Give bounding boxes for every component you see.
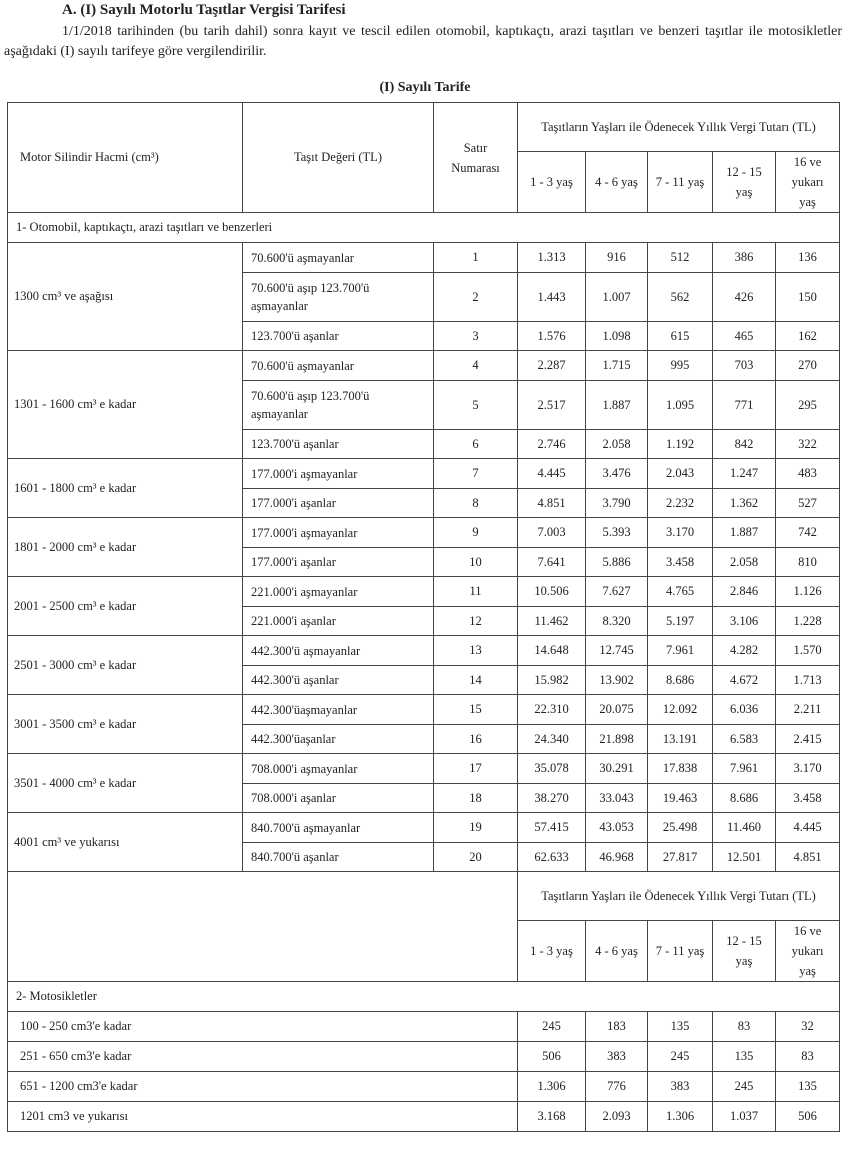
tax-amount-cell: 135 [776,1072,840,1102]
tax-amount-cell: 1.576 [518,322,586,351]
tax-amount-cell: 742 [776,518,840,548]
vehicle-value-cell: 123.700'ü aşanlar [243,430,434,459]
tax-amount-cell: 527 [776,489,840,518]
tax-amount-cell: 27.817 [648,843,713,872]
tax-amount-cell: 2.287 [518,351,586,381]
tax-amount-cell: 3.790 [586,489,648,518]
tax-amount-cell: 3.170 [776,754,840,784]
tax-amount-cell: 703 [713,351,776,381]
tax-amount-cell: 135 [648,1012,713,1042]
row-number-cell: 15 [434,695,518,725]
tax-amount-cell: 1.228 [776,607,840,636]
engine-capacity-cell: 3001 - 3500 cm³ e kadar [8,695,243,754]
tax-amount-cell: 245 [648,1042,713,1072]
table-row [8,813,840,843]
table-row [8,636,840,666]
row-number-cell: 17 [434,754,518,784]
row-number-cell: 6 [434,430,518,459]
tax-amount-cell: 11.460 [713,813,776,843]
tax-amount-cell: 2.415 [776,725,840,754]
tax-amount-cell: 506 [518,1042,586,1072]
tax-amount-cell: 2.058 [586,430,648,459]
header-age: 4 - 6 yaş [586,921,648,982]
engine-capacity-cell: 3501 - 4000 cm³ e kadar [8,754,243,813]
tax-amount-cell: 386 [713,243,776,273]
tax-tariff-table [7,102,840,1132]
tax-amount-cell: 1.362 [713,489,776,518]
tax-amount-cell: 1.306 [518,1072,586,1102]
tax-amount-cell: 1.037 [713,1102,776,1132]
tax-amount-cell: 8.686 [713,784,776,813]
tax-amount-cell: 2.058 [713,548,776,577]
tax-amount-cell: 1.443 [518,273,586,322]
row-number-cell: 19 [434,813,518,843]
header-row [8,103,840,152]
header-vehicle-value: Taşıt Değeri (TL) [243,103,434,213]
tax-amount-cell: 38.270 [518,784,586,813]
tax-amount-cell: 483 [776,459,840,489]
tax-amount-cell: 10.506 [518,577,586,607]
tax-amount-cell: 383 [586,1042,648,1072]
tax-amount-cell: 3.170 [648,518,713,548]
section-title-motorcycles: 2- Motosikletler [8,982,840,1012]
engine-capacity-cell: 2501 - 3000 cm³ e kadar [8,636,243,695]
tax-amount-cell: 2.211 [776,695,840,725]
engine-capacity-cell: 1801 - 2000 cm³ e kadar [8,518,243,577]
tax-amount-cell: 83 [713,1012,776,1042]
tax-amount-cell: 916 [586,243,648,273]
tax-amount-cell: 7.961 [713,754,776,784]
tax-amount-cell: 25.498 [648,813,713,843]
tax-amount-cell: 7.961 [648,636,713,666]
section-row [8,982,840,1012]
row-number-cell: 5 [434,381,518,430]
table-row [8,518,840,548]
tax-amount-cell: 4.445 [518,459,586,489]
tax-amount-cell: 1.306 [648,1102,713,1132]
header-age: 12 - 15 yaş [713,921,776,982]
row-number-cell: 12 [434,607,518,636]
vehicle-value-cell: 177.000'i aşanlar [243,548,434,577]
tax-amount-cell: 6.583 [713,725,776,754]
engine-capacity-cell: 2001 - 2500 cm³ e kadar [8,577,243,636]
tax-amount-cell: 8.320 [586,607,648,636]
row-number-cell: 11 [434,577,518,607]
vehicle-value-cell: 840.700'ü aşanlar [243,843,434,872]
table-caption: (I) Sayılı Tarife [379,80,471,95]
tax-amount-cell: 22.310 [518,695,586,725]
tax-amount-cell: 19.463 [648,784,713,813]
header-row [8,872,840,921]
tax-amount-cell: 1.247 [713,459,776,489]
tax-amount-cell: 12.092 [648,695,713,725]
row-number-cell: 4 [434,351,518,381]
vehicle-value-cell: 708.000'i aşanlar [243,784,434,813]
header-age: 7 - 11 yaş [648,921,713,982]
tax-amount-cell: 4.851 [776,843,840,872]
tax-amount-cell: 6.036 [713,695,776,725]
tax-amount-cell: 465 [713,322,776,351]
tax-amount-cell: 1.887 [713,518,776,548]
tax-amount-cell: 15.982 [518,666,586,695]
tax-amount-cell: 46.968 [586,843,648,872]
header-age: 16 ve yukarı yaş [776,921,840,982]
row-number-cell: 7 [434,459,518,489]
intro-paragraph: 1/1/2018 tarihinden (bu tarih dahil) sonra kayıt ve tescil edilen otomobil, kaptıkaçtı, arazi taşıtları ve benzeri taşıtlar ile motosikletler aşağıdaki (I) sayılı tarifeye göre vergilendirilir. [4,24,842,59]
tax-amount-cell: 135 [713,1042,776,1072]
header-engine-capacity: Motor Silindir Hacmi (cm³) [8,103,243,213]
tax-amount-cell: 30.291 [586,754,648,784]
tax-amount-cell: 13.191 [648,725,713,754]
tax-amount-cell: 1.887 [586,381,648,430]
table-row [8,1072,840,1102]
tax-amount-cell: 62.633 [518,843,586,872]
tax-amount-cell: 5.886 [586,548,648,577]
tax-amount-cell: 2.846 [713,577,776,607]
tax-amount-cell: 4.445 [776,813,840,843]
tax-amount-cell: 2.746 [518,430,586,459]
motorcycle-engine-cell: 100 - 250 cm3'e kadar [8,1012,518,1042]
tax-amount-cell: 270 [776,351,840,381]
tax-amount-cell: 776 [586,1072,648,1102]
vehicle-value-cell: 70.600'ü aşmayanlar [243,351,434,381]
engine-capacity-cell: 1301 - 1600 cm³ e kadar [8,351,243,459]
tax-amount-cell: 562 [648,273,713,322]
row-number-cell: 8 [434,489,518,518]
row-number-cell: 1 [434,243,518,273]
tax-amount-cell: 57.415 [518,813,586,843]
tax-amount-cell: 1.126 [776,577,840,607]
vehicle-value-cell: 840.700'ü aşmayanlar [243,813,434,843]
tax-amount-cell: 162 [776,322,840,351]
tax-amount-cell: 32 [776,1012,840,1042]
header-tax-amount-group: Taşıtların Yaşları ile Ödenecek Yıllık Vergi Tutarı (TL) [518,872,840,921]
tax-amount-cell: 150 [776,273,840,322]
row-number-cell: 3 [434,322,518,351]
table-row [8,695,840,725]
tax-amount-cell: 4.765 [648,577,713,607]
vehicle-value-cell: 442.300'üaşanlar [243,725,434,754]
vehicle-value-cell: 221.000'i aşmayanlar [243,577,434,607]
table-row [8,243,840,273]
tax-amount-cell: 83 [776,1042,840,1072]
header-age: 1 - 3 yaş [518,152,586,213]
tax-amount-cell: 1.713 [776,666,840,695]
motorcycle-engine-cell: 651 - 1200 cm3'e kadar [8,1072,518,1102]
engine-capacity-cell: 4001 cm³ ve yukarısı [8,813,243,872]
tax-amount-cell: 20.075 [586,695,648,725]
row-number-cell: 20 [434,843,518,872]
tax-amount-cell: 3.458 [776,784,840,813]
tax-amount-cell: 771 [713,381,776,430]
row-number-cell: 2 [434,273,518,322]
tax-amount-cell: 136 [776,243,840,273]
tax-amount-cell: 3.168 [518,1102,586,1132]
tax-amount-cell: 426 [713,273,776,322]
document-heading: A. (I) Sayılı Motorlu Taşıtlar Vergisi Tarifesi [62,2,346,18]
tax-amount-cell: 383 [648,1072,713,1102]
tax-amount-cell: 245 [518,1012,586,1042]
tax-amount-cell: 43.053 [586,813,648,843]
tax-amount-cell: 1.570 [776,636,840,666]
tax-amount-cell: 245 [713,1072,776,1102]
vehicle-value-cell: 442.300'üaşmayanlar [243,695,434,725]
tax-amount-cell: 842 [713,430,776,459]
tax-amount-cell: 11.462 [518,607,586,636]
header-age: 12 - 15 yaş [713,152,776,213]
tax-amount-cell: 183 [586,1012,648,1042]
tax-amount-cell: 33.043 [586,784,648,813]
blank-header-cell [8,872,518,982]
tax-amount-cell: 1.098 [586,322,648,351]
vehicle-value-cell: 442.300'ü aşmayanlar [243,636,434,666]
vehicle-value-cell: 70.600'ü aşmayanlar [243,243,434,273]
tax-amount-cell: 7.627 [586,577,648,607]
motorcycle-engine-cell: 251 - 650 cm3'e kadar [8,1042,518,1072]
tax-amount-cell: 4.851 [518,489,586,518]
tax-amount-cell: 13.902 [586,666,648,695]
tax-amount-cell: 2.232 [648,489,713,518]
tax-amount-cell: 615 [648,322,713,351]
tax-amount-cell: 1.007 [586,273,648,322]
tax-amount-cell: 14.648 [518,636,586,666]
tax-amount-cell: 5.393 [586,518,648,548]
tax-amount-cell: 1.095 [648,381,713,430]
header-age: 1 - 3 yaş [518,921,586,982]
vehicle-value-cell: 70.600'ü aşıp 123.700'ü aşmayanlar [243,381,434,430]
table-body [8,103,840,1132]
tax-amount-cell: 1.715 [586,351,648,381]
section-row [8,213,840,243]
tax-amount-cell: 995 [648,351,713,381]
table-row [8,1102,840,1132]
tax-amount-cell: 4.672 [713,666,776,695]
tax-amount-cell: 17.838 [648,754,713,784]
row-number-cell: 18 [434,784,518,813]
table-row [8,1012,840,1042]
table-row [8,459,840,489]
tax-amount-cell: 3.106 [713,607,776,636]
tax-amount-cell: 810 [776,548,840,577]
row-number-cell: 10 [434,548,518,577]
section-title-cars: 1- Otomobil, kaptıkaçtı, arazi taşıtları ve benzerleri [8,213,840,243]
row-number-cell: 16 [434,725,518,754]
vehicle-value-cell: 123.700'ü aşanlar [243,322,434,351]
tax-amount-cell: 1.313 [518,243,586,273]
tax-amount-cell: 295 [776,381,840,430]
row-number-cell: 13 [434,636,518,666]
tax-amount-cell: 3.476 [586,459,648,489]
table-row [8,577,840,607]
vehicle-value-cell: 177.000'i aşanlar [243,489,434,518]
row-number-cell: 14 [434,666,518,695]
tax-amount-cell: 12.745 [586,636,648,666]
header-age: 16 ve yukarı yaş [776,152,840,213]
header-age: 4 - 6 yaş [586,152,648,213]
tax-amount-cell: 7.641 [518,548,586,577]
tax-amount-cell: 5.197 [648,607,713,636]
tax-amount-cell: 322 [776,430,840,459]
tax-amount-cell: 12.501 [713,843,776,872]
tax-amount-cell: 2.517 [518,381,586,430]
table-row [8,1042,840,1072]
vehicle-value-cell: 70.600'ü aşıp 123.700'ü aşmayanlar [243,273,434,322]
tax-amount-cell: 24.340 [518,725,586,754]
tax-amount-cell: 1.192 [648,430,713,459]
header-age: 7 - 11 yaş [648,152,713,213]
vehicle-value-cell: 221.000'i aşanlar [243,607,434,636]
motorcycle-engine-cell: 1201 cm3 ve yukarısı [8,1102,518,1132]
table-row [8,754,840,784]
vehicle-value-cell: 708.000'i aşmayanlar [243,754,434,784]
vehicle-value-cell: 177.000'i aşmayanlar [243,518,434,548]
tax-amount-cell: 7.003 [518,518,586,548]
tax-amount-cell: 4.282 [713,636,776,666]
header-row-number: Satır Numarası [434,103,518,213]
tax-amount-cell: 512 [648,243,713,273]
tax-amount-cell: 2.093 [586,1102,648,1132]
engine-capacity-cell: 1601 - 1800 cm³ e kadar [8,459,243,518]
table-row [8,351,840,381]
engine-capacity-cell: 1300 cm³ ve aşağısı [8,243,243,351]
vehicle-value-cell: 442.300'ü aşanlar [243,666,434,695]
header-tax-amount-group: Taşıtların Yaşları ile Ödenecek Yıllık Vergi Tutarı (TL) [518,103,840,152]
tax-amount-cell: 8.686 [648,666,713,695]
tax-amount-cell: 3.458 [648,548,713,577]
tax-amount-cell: 21.898 [586,725,648,754]
vehicle-value-cell: 177.000'i aşmayanlar [243,459,434,489]
tax-amount-cell: 506 [776,1102,840,1132]
tax-amount-cell: 2.043 [648,459,713,489]
tax-amount-cell: 35.078 [518,754,586,784]
row-number-cell: 9 [434,518,518,548]
